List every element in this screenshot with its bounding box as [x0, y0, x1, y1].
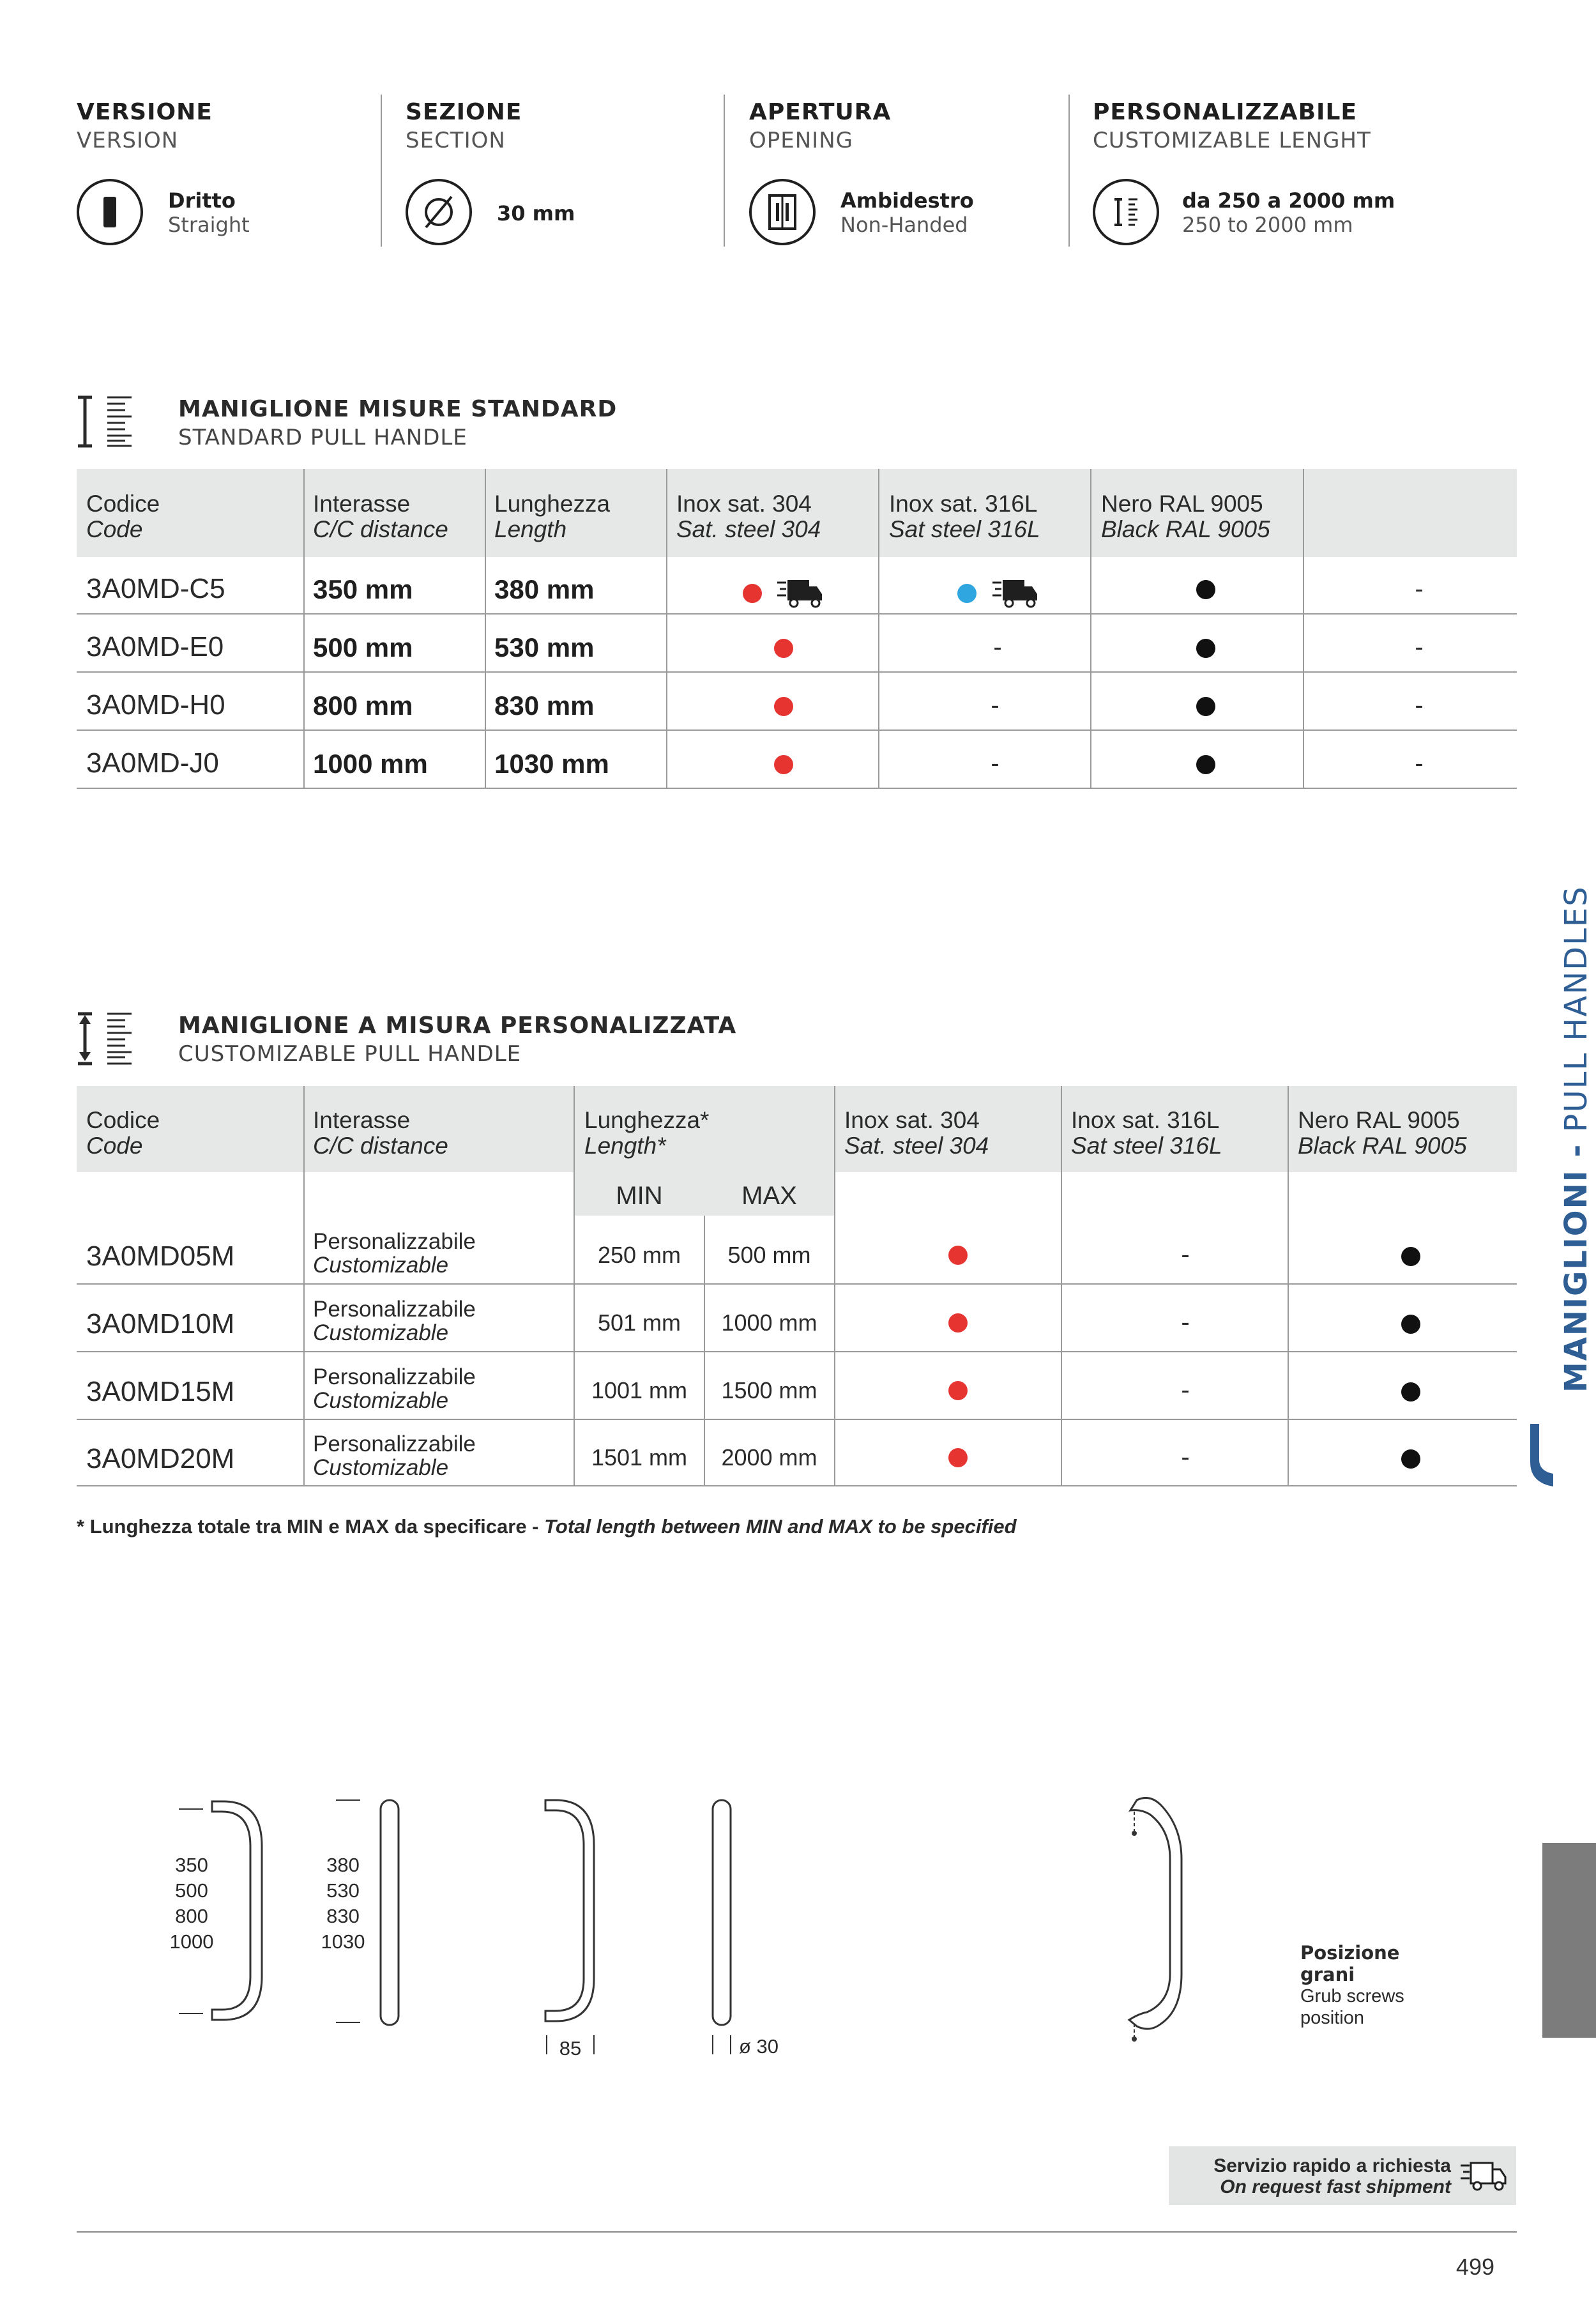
- table-row-min: 250 mm: [597, 1242, 681, 1268]
- straight-icon: [77, 179, 143, 245]
- table-row-code: 3A0MD-J0: [86, 747, 219, 779]
- table-row-length: 530 mm: [494, 632, 595, 662]
- available-304-dot: [948, 1313, 968, 1333]
- table-row-code: 3A0MD10M: [86, 1308, 235, 1340]
- available-304-dot: [948, 1448, 968, 1467]
- fast-shipping-text: Servizio rapido a richiesta On request fast shipment: [1213, 2155, 1451, 2197]
- custom-title: [178, 1012, 736, 1067]
- grub-screw-label: Posizione grani Grub screws position: [1300, 1942, 1404, 2028]
- custom-title-en: CUSTOMIZABLE PULL HANDLE: [178, 1041, 522, 1067]
- footnote: * Lunghezza totale tra MIN e MAX da specificare - Total length between MIN and MAX to be specified: [77, 1515, 1017, 1538]
- spec-custom: [1093, 99, 1514, 246]
- spec-version-value-en: Straight: [168, 213, 250, 237]
- available-black-dot: [1401, 1247, 1420, 1266]
- table-row-316: -: [1181, 1376, 1190, 1404]
- grub-screw-drawing: [1111, 1789, 1194, 2057]
- table-row-316: -: [993, 633, 1002, 661]
- col-code: Codice Code: [86, 491, 160, 542]
- divider: [666, 469, 667, 788]
- table-row-length: 1030 mm: [494, 749, 609, 779]
- table-row-cc: Personalizzabile Customizable: [313, 1364, 476, 1413]
- table-row-max: 2000 mm: [721, 1444, 817, 1470]
- available-black-dot: [1196, 755, 1215, 774]
- divider: [878, 469, 879, 788]
- divider: [724, 95, 725, 247]
- spec-opening-value: Ambidestro: [840, 188, 974, 213]
- col-black: Nero RAL 9005 Black RAL 9005: [1101, 491, 1270, 542]
- table-row-code: 3A0MD05M: [86, 1241, 235, 1272]
- table-row-extra: -: [1415, 691, 1424, 719]
- handle-depth-drawing: [536, 1794, 613, 2062]
- min-label: MIN: [616, 1182, 663, 1210]
- col-code: Codice Code: [86, 1107, 160, 1159]
- divider: [77, 1283, 1517, 1285]
- table-row-code: 3A0MD15M: [86, 1376, 235, 1407]
- table-row-code: 3A0MD-E0: [86, 631, 224, 662]
- divider: [77, 613, 1517, 615]
- side-tab-block: [1542, 1843, 1596, 2038]
- col-304: Inox sat. 304 Sat. steel 304: [844, 1107, 989, 1159]
- standard-title: [178, 396, 617, 450]
- table-row-max: 1000 mm: [721, 1310, 817, 1336]
- divider: [485, 469, 486, 788]
- available-304-dot: [948, 1246, 968, 1265]
- side-tab-label: MANIGLIONI - PULL HANDLES: [1558, 885, 1594, 1393]
- truck-icon: [991, 576, 1040, 611]
- length-icon: [1093, 179, 1159, 245]
- table-row-cc: Personalizzabile Customizable: [313, 1432, 476, 1480]
- table-row-316: -: [991, 749, 999, 777]
- depth-dimension: 85: [559, 2037, 582, 2059]
- available-black-dot: [1401, 1382, 1420, 1402]
- table-row-extra: -: [1415, 633, 1424, 661]
- available-black-dot: [1196, 697, 1215, 716]
- table-row-316: -: [991, 691, 999, 719]
- truck-icon: [776, 576, 825, 611]
- cc-dimension-values: 350 500 800 1000: [169, 1854, 214, 1953]
- fast-shipping-badge: [1169, 2146, 1516, 2205]
- spec-section-value: 30 mm: [497, 201, 575, 225]
- table-row-code: 3A0MD-C5: [86, 573, 225, 604]
- col-cc: Interasse C/C distance: [313, 1107, 448, 1159]
- available-304-dot: [948, 1381, 968, 1400]
- table-row-extra: -: [1415, 749, 1424, 777]
- spec-custom-value: da 250 a 2000 mm: [1182, 188, 1395, 213]
- table-row-cc: 1000 mm: [313, 749, 428, 779]
- divider: [77, 1351, 1517, 1352]
- table-row-max: 1500 mm: [721, 1377, 817, 1403]
- table-row-max: 500 mm: [727, 1242, 811, 1268]
- divider: [303, 1086, 305, 1485]
- divider: [1090, 469, 1091, 788]
- table-row-cc: 800 mm: [313, 691, 413, 721]
- spec-version-label: VERSIONE: [77, 99, 213, 125]
- table-row-cc: Personalizzabile Customizable: [313, 1229, 476, 1278]
- divider: [77, 1419, 1517, 1420]
- table-row-316: -: [1181, 1308, 1190, 1336]
- spec-opening-value-en: Non-Handed: [840, 213, 968, 237]
- custom-title-it: MANIGLIONE A MISURA PERSONALIZZATA: [178, 1012, 737, 1039]
- footer-divider: [77, 2231, 1517, 2233]
- col-black: Nero RAL 9005 Black RAL 9005: [1298, 1107, 1467, 1159]
- available-304-dot: [774, 755, 793, 774]
- available-black-dot: [1401, 1449, 1420, 1469]
- max-label: MAX: [741, 1182, 797, 1210]
- divider: [303, 469, 305, 788]
- col-length: Lunghezza* Length*: [584, 1107, 710, 1159]
- spec-section-label: SEZIONE: [406, 99, 522, 125]
- table-row-316: -: [1181, 1443, 1190, 1471]
- spec-version: [77, 99, 377, 246]
- table-row-code: 3A0MD-H0: [86, 689, 225, 721]
- standard-size-icon: [75, 395, 134, 450]
- custom-size-icon: [75, 1011, 134, 1066]
- table-row-cc: Personalizzabile Customizable: [313, 1297, 476, 1345]
- page-number: 499: [1455, 2254, 1494, 2280]
- available-black-dot: [1196, 580, 1215, 599]
- spec-opening: [749, 99, 1062, 246]
- spec-version-value: Dritto: [168, 188, 236, 213]
- col-length: Lunghezza Length: [494, 491, 611, 542]
- table-row-length: 830 mm: [494, 691, 595, 721]
- table-row-min: 1501 mm: [591, 1444, 688, 1470]
- available-black-dot: [1401, 1315, 1420, 1334]
- section-marker-icon: [1528, 1421, 1558, 1489]
- divider: [1288, 1086, 1289, 1485]
- col-316: Inox sat. 316L Sat steel 316L: [889, 491, 1040, 542]
- table-row-min: 501 mm: [597, 1310, 681, 1336]
- divider: [77, 671, 1517, 673]
- table-row-extra: -: [1415, 575, 1424, 603]
- divider: [1068, 95, 1070, 247]
- table-row-code: 3A0MD20M: [86, 1443, 235, 1474]
- table-row-cc: 350 mm: [313, 574, 413, 604]
- divider: [77, 1485, 1517, 1486]
- divider: [574, 1086, 575, 1485]
- spec-opening-label: APERTURA: [749, 99, 892, 125]
- available-304-dot: [774, 697, 793, 716]
- truck-icon: [1459, 2159, 1508, 2194]
- spec-section-label-en: SECTION: [406, 128, 506, 153]
- spec-version-label-en: VERSION: [77, 128, 179, 153]
- available-304-dot: [743, 584, 762, 603]
- spec-opening-label-en: OPENING: [749, 128, 853, 153]
- available-304-dot: [774, 639, 793, 658]
- divider: [1061, 1086, 1062, 1485]
- table-row-length: 380 mm: [494, 574, 595, 604]
- col-304: Inox sat. 304 Sat. steel 304: [676, 491, 821, 542]
- table-row-cc: 500 mm: [313, 632, 413, 662]
- spec-custom-label-en: CUSTOMIZABLE LENGHT: [1093, 128, 1371, 153]
- table-row-316: -: [1181, 1241, 1190, 1269]
- divider: [77, 788, 1517, 789]
- table-row-min: 1001 mm: [591, 1377, 688, 1403]
- spec-section: [406, 99, 718, 246]
- diameter-icon: [406, 179, 472, 245]
- spec-custom-label: PERSONALIZZABILE: [1093, 99, 1357, 125]
- standard-title-en: STANDARD PULL HANDLE: [178, 425, 467, 450]
- door-icon: [749, 179, 816, 245]
- divider: [1303, 469, 1304, 788]
- standard-title-it: MANIGLIONE MISURE STANDARD: [178, 396, 618, 422]
- divider: [77, 729, 1517, 731]
- length-dimension-values: 380 530 830 1030: [321, 1854, 365, 1953]
- available-black-dot: [1196, 639, 1215, 658]
- diameter-dimension: ø 30: [739, 2035, 779, 2058]
- col-cc: Interasse C/C distance: [313, 491, 448, 542]
- spec-custom-value-en: 250 to 2000 mm: [1182, 213, 1353, 237]
- available-316-dot: [957, 584, 977, 603]
- divider: [381, 95, 382, 247]
- col-316: Inox sat. 316L Sat steel 316L: [1071, 1107, 1222, 1159]
- divider: [834, 1086, 835, 1485]
- handle-section-drawing: [703, 1794, 741, 2062]
